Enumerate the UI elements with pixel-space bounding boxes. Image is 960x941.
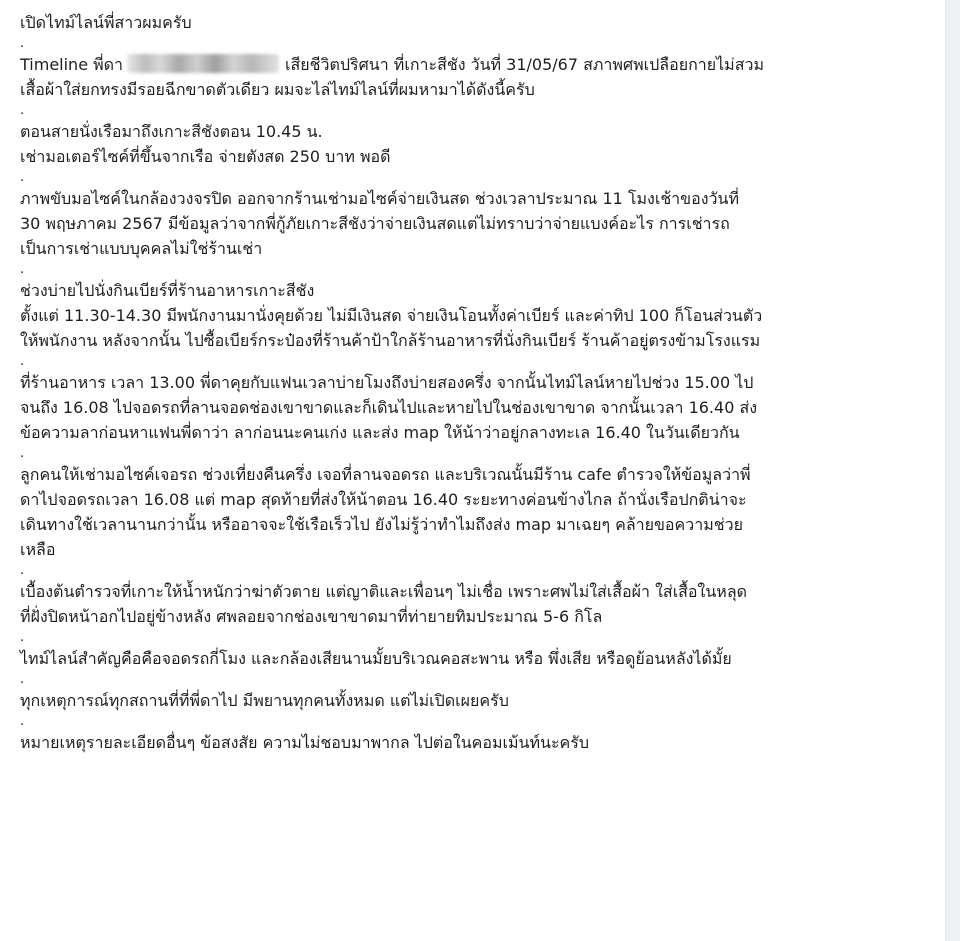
cctv-line-1: ภาพขับมอไซค์ในกล้องวงจรปิด ออกจากร้านเช่ามอไซค์จ่ายเงินสด ช่วงเวลาประมาณ 11 โมงเช้าของวันที่: [20, 189, 739, 208]
separator-dot: .: [20, 714, 25, 729]
intro-text-a: Timeline พี่ดา: [20, 55, 124, 74]
paragraph-witnesses: [20, 688, 935, 713]
paragraph-key-timeline: [20, 646, 935, 671]
motorbike-line-2: ดาไปจอดรถเวลา 16.08 แต่ map สุดท้ายที่ส่งให้น้าตอน 16.40 ระยะทางค่อนข้างไกล ถ้านั่งเรือปกติน่าจะ: [20, 490, 747, 509]
last-contact-line-3: ข้อความลาก่อนหาแฟนพี่ดาว่า ลาก่อนนะคนเก่ง และส่ง map ให้น้าว่าอยู่กลางทะเล 16.40 ในวันเดียวกัน: [20, 423, 740, 442]
separator-dot: .: [20, 262, 25, 277]
police-line-2: ที่ฝั่งปิดหน้าอกไปอยู่ข้างหลัง ศพลอยจากช่องเขาขาดมาที่ท่ายายทิมประมาณ 5-6 กิโล: [20, 607, 603, 626]
post-body: [20, 10, 935, 755]
paragraph-restaurant: [20, 278, 935, 353]
last-contact-line-2: จนถึง 16.08 ไปจอดรถที่ลานจอดช่องเขาขาดและก็เดินไปและหายไปในช่องเขาขาด จากนั้นเวลา 16.40 ส่ง: [20, 398, 758, 417]
motorbike-line-4: เหลือ: [20, 540, 56, 559]
motorbike-line-1: ลูกคนให้เช่ามอไซค์เจอรถ ช่วงเที่ยงคืนครึ่ง เจอที่ลานจอดรถ และบริเวณนั้นมีร้าน cafe ตำรวจให้ข้อมูลว่าพี่: [20, 465, 751, 484]
separator-dot: .: [20, 170, 25, 185]
witnesses-line-1: ทุกเหตุการณ์ทุกสถานที่ที่พี่ดาไป มีพยานทุกคนทั้งหมด แต่ไม่เปิดเผยครับ: [20, 691, 509, 710]
separator-dot: .: [20, 36, 25, 51]
cctv-line-3: เป็นการเช่าแบบบุคคลไม่ใช่ร้านเช่า: [20, 239, 263, 258]
arrival-line-2: เช่ามอเตอร์ไซค์ที่ขึ้นจากเรือ จ่ายตังสด 250 บาท พอดี: [20, 147, 391, 166]
paragraph-arrival: [20, 119, 935, 169]
separator-dot: .: [20, 672, 25, 687]
intro-text-b: เสียชีวิตปริศนา ที่เกาะสีชัง วันที่ 31/05/67 สภาพศพเปลือยกายไม่สวม: [285, 55, 765, 74]
paragraph-note: [20, 730, 935, 755]
restaurant-line-3: ให้พนักงาน หลังจากนั้น ไปซื้อเบียร์กระป๋องที่ร้านค้าป้าใกล้ร้านอาหารที่นั่งกินเบียร์ ร้านค้าอยู่ตรงข้ามโรงแรม: [20, 331, 761, 350]
paragraph-timeline-intro: [20, 52, 935, 102]
paragraph-motorbike-found: [20, 462, 935, 562]
separator-dot: .: [20, 563, 25, 578]
separator-dot: .: [20, 103, 25, 118]
post-title: เปิดไทม์ไลน์พี่สาวผมครับ: [20, 13, 192, 32]
separator-dot: .: [20, 354, 25, 369]
redacted-name: [127, 54, 279, 73]
separator-dot: .: [20, 446, 25, 461]
separator-dot: .: [20, 630, 25, 645]
police-line-1: เบื้องต้นตำรวจที่เกาะให้น้ำหนักว่าฆ่าตัวตาย แต่ญาติและเพื่อนๆ ไม่เชื่อ เพราะศพไม่ใส่เสื้อผ้า ใส่เสื้อในหลุด: [20, 582, 748, 601]
cctv-line-2: 30 พฤษภาคม 2567 มีข้อมูลว่าจากพี่กู้ภัยเกาะสีชังว่าจ่ายเงินสดแต่ไม่ทราบว่าจ่ายแบงค์อะไร การเช่ารถ: [20, 214, 730, 233]
motorbike-line-3: เดินทางใช้เวลานานกว่านั้น หรืออาจจะใช้เรือเร็วไป ยังไม่รู้ว่าทำไมถึงส่ง map มาเฉยๆ คล้ายขอความช่วย: [20, 515, 743, 534]
restaurant-line-2: ตั้งแต่ 11.30-14.30 มีพนักงานมานั่งคุยด้วย ไม่มีเงินสด จ่ายเงินโอนทั้งค่าเบียร์ และค่าทิป 100 ก็โอนส่วนตัว: [20, 306, 763, 325]
note-line-1: หมายเหตุรายละเอียดอื่นๆ ข้อสงสัย ความไม่ชอบมาพากล ไปต่อในคอมเม้นท์นะครับ: [20, 733, 590, 752]
paragraph-police: [20, 579, 935, 629]
paragraph-last-contact: [20, 370, 935, 445]
arrival-line-1: ตอนสายนั่งเรือมาถึงเกาะสีชังตอน 10.45 น.: [20, 122, 323, 141]
restaurant-line-1: ช่วงบ่ายไปนั่งกินเบียร์ที่ร้านอาหารเกาะสีชัง: [20, 281, 315, 300]
last-contact-line-1: ที่ร้านอาหาร เวลา 13.00 พี่ดาคุยกับแฟนเวลาบ่ายโมงถึงบ่ายสองครึ่ง จากนั้นไทม์ไลน์หายไปช่วง 15.00 ไป: [20, 373, 754, 392]
key-timeline-line-1: ไทม์ไลน์สำคัญคือคือจอดรถกี่โมง และกล้องเสียนานมั้ยบริเวณคอสะพาน หรือ พึ่งเสีย หรือดูย้อนหลังได้มั้ย: [20, 649, 732, 668]
paragraph-cctv: [20, 186, 935, 261]
intro-line-2: เสื้อผ้าใส่ยกทรงมีรอยฉีกขาดตัวเดียว ผมจะไล่ไทม์ไลน์ที่ผมหามาได้ดังนี้ครับ: [20, 80, 535, 99]
scrollbar[interactable]: [945, 0, 960, 941]
